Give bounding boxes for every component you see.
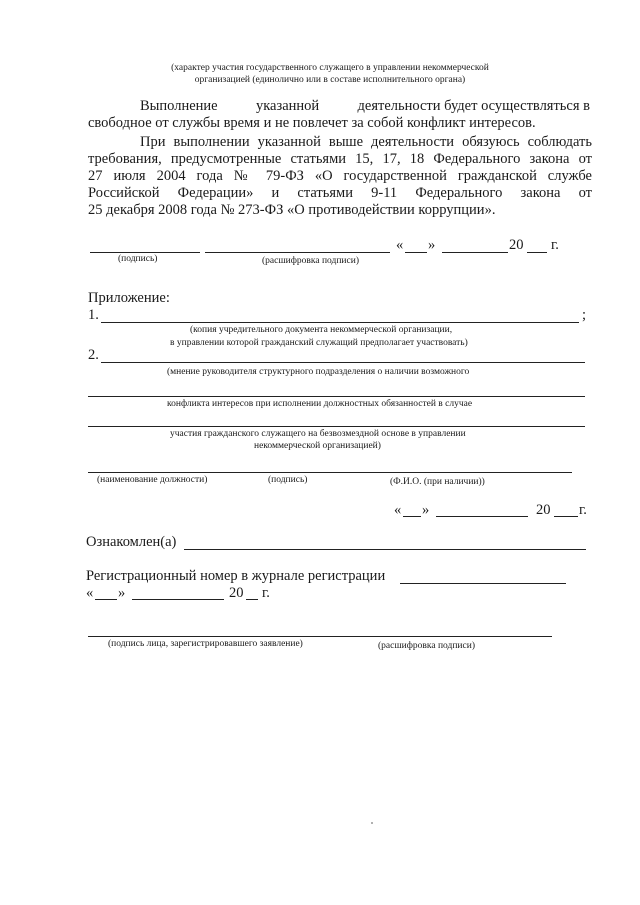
registration-date-quote-open: «	[86, 585, 94, 601]
paragraph1-line2: свободное от службы время и не повлечет за собой конфликт интересов.	[88, 115, 536, 131]
date-month-line[interactable]	[442, 252, 508, 253]
manager-date-day-line[interactable]	[403, 516, 421, 517]
decoding-line[interactable]	[205, 252, 390, 253]
manager-date-month-line[interactable]	[436, 516, 528, 517]
manager-date-quote-open: «	[394, 502, 402, 518]
appendix-item2-line1[interactable]	[101, 362, 585, 363]
manager-date-year-suffix: г.	[579, 502, 587, 518]
appendix-item2-line2[interactable]	[88, 396, 585, 397]
registration-date-quote-close: »	[118, 585, 126, 601]
appendix-item2-caption-line1: (мнение руководителя структурного подразделения о наличии возможного	[167, 367, 470, 377]
manager-date-year-line[interactable]	[554, 516, 578, 517]
appendix-item1-end: ;	[582, 307, 587, 323]
paragraph1-word3: деятельности будет осуществляться в	[357, 98, 590, 114]
date-year-prefix: 20	[509, 237, 524, 253]
header-note-line2: организацией (единолично или в составе исполнительного органа)	[194, 75, 466, 85]
appendix-item1-number: 1.	[88, 307, 99, 323]
appendix-item1-caption-line2: в управлении которой гражданский служащий предполагает участвовать)	[170, 338, 468, 348]
registration-date-year-prefix: 20	[229, 585, 244, 601]
header-note-line1: (характер участия государственного служащего в управлении некоммерческой	[171, 63, 489, 73]
manager-date-quote-close: »	[422, 502, 430, 518]
registration-date-day-line[interactable]	[95, 599, 117, 600]
paragraph2-line1: При выполнении указанной выше деятельности обязуюсь соблюдать	[140, 134, 592, 150]
appendix-item2-caption-line2: конфликта интересов при исполнении должностных обязанностей в случае	[167, 399, 473, 409]
acknowledged-line[interactable]	[184, 549, 586, 550]
date-quote-close: »	[428, 237, 436, 253]
scan-speck	[371, 822, 373, 824]
registrar-decoding-caption: (расшифровка подписи)	[378, 641, 475, 651]
appendix-item2-caption-line4: некоммерческой организацией)	[254, 441, 381, 451]
registrar-signature-line[interactable]	[88, 636, 552, 637]
appendix-item2-line3[interactable]	[88, 426, 585, 427]
registrar-signature-caption: (подпись лица, зарегистрировавшего заявление)	[108, 639, 303, 649]
registration-number-line[interactable]	[400, 583, 566, 584]
appendix-item1-line[interactable]	[101, 322, 579, 323]
appendix-item2-caption-line3: участия гражданского служащего на безвозмездной основе в управлении	[170, 429, 466, 439]
paragraph2-line5: 25 декабря 2008 года № 273-ФЗ «О противодействии коррупции».	[88, 202, 496, 218]
manager-date-year-prefix: 20	[536, 502, 551, 518]
manager-position-caption: (наименование должности)	[97, 475, 208, 485]
manager-signature-line[interactable]	[88, 472, 572, 473]
date-day-line[interactable]	[405, 252, 427, 253]
paragraph2-line4: Российской Федерации» и статьями 9-11 Федерального закона от	[88, 185, 592, 201]
signature-caption: (подпись)	[118, 254, 158, 264]
acknowledged-label: Ознакомлен(а)	[86, 534, 177, 550]
registration-date-month-line[interactable]	[132, 599, 224, 600]
paragraph1-word2: указанной	[255, 98, 320, 114]
date-year-suffix: г.	[551, 237, 559, 253]
paragraph1-word1: Выполнение	[140, 98, 218, 114]
paragraph1-line1	[140, 98, 590, 115]
registration-date-year-suffix: г.	[262, 585, 270, 601]
date-year-line[interactable]	[527, 252, 547, 253]
manager-fio-caption: (Ф.И.О. (при наличии))	[390, 477, 485, 487]
decoding-caption: (расшифровка подписи)	[262, 256, 359, 266]
appendix-title: Приложение:	[88, 290, 170, 306]
paragraph2-line3: 27 июля 2004 года № 79-ФЗ «О государственной гражданской службе	[88, 168, 592, 184]
manager-signature-caption: (подпись)	[268, 475, 308, 485]
paragraph2-line2: требования, предусмотренные статьями 15, 17, 18 Федерального закона от	[88, 151, 592, 167]
appendix-item1-caption-line1: (копия учредительного документа некоммерческой организации,	[190, 325, 453, 335]
registration-label: Регистрационный номер в журнале регистрации	[86, 568, 386, 584]
date-quote-open: «	[396, 237, 404, 253]
registration-date-year-line[interactable]	[246, 599, 258, 600]
appendix-item2-number: 2.	[88, 347, 99, 363]
